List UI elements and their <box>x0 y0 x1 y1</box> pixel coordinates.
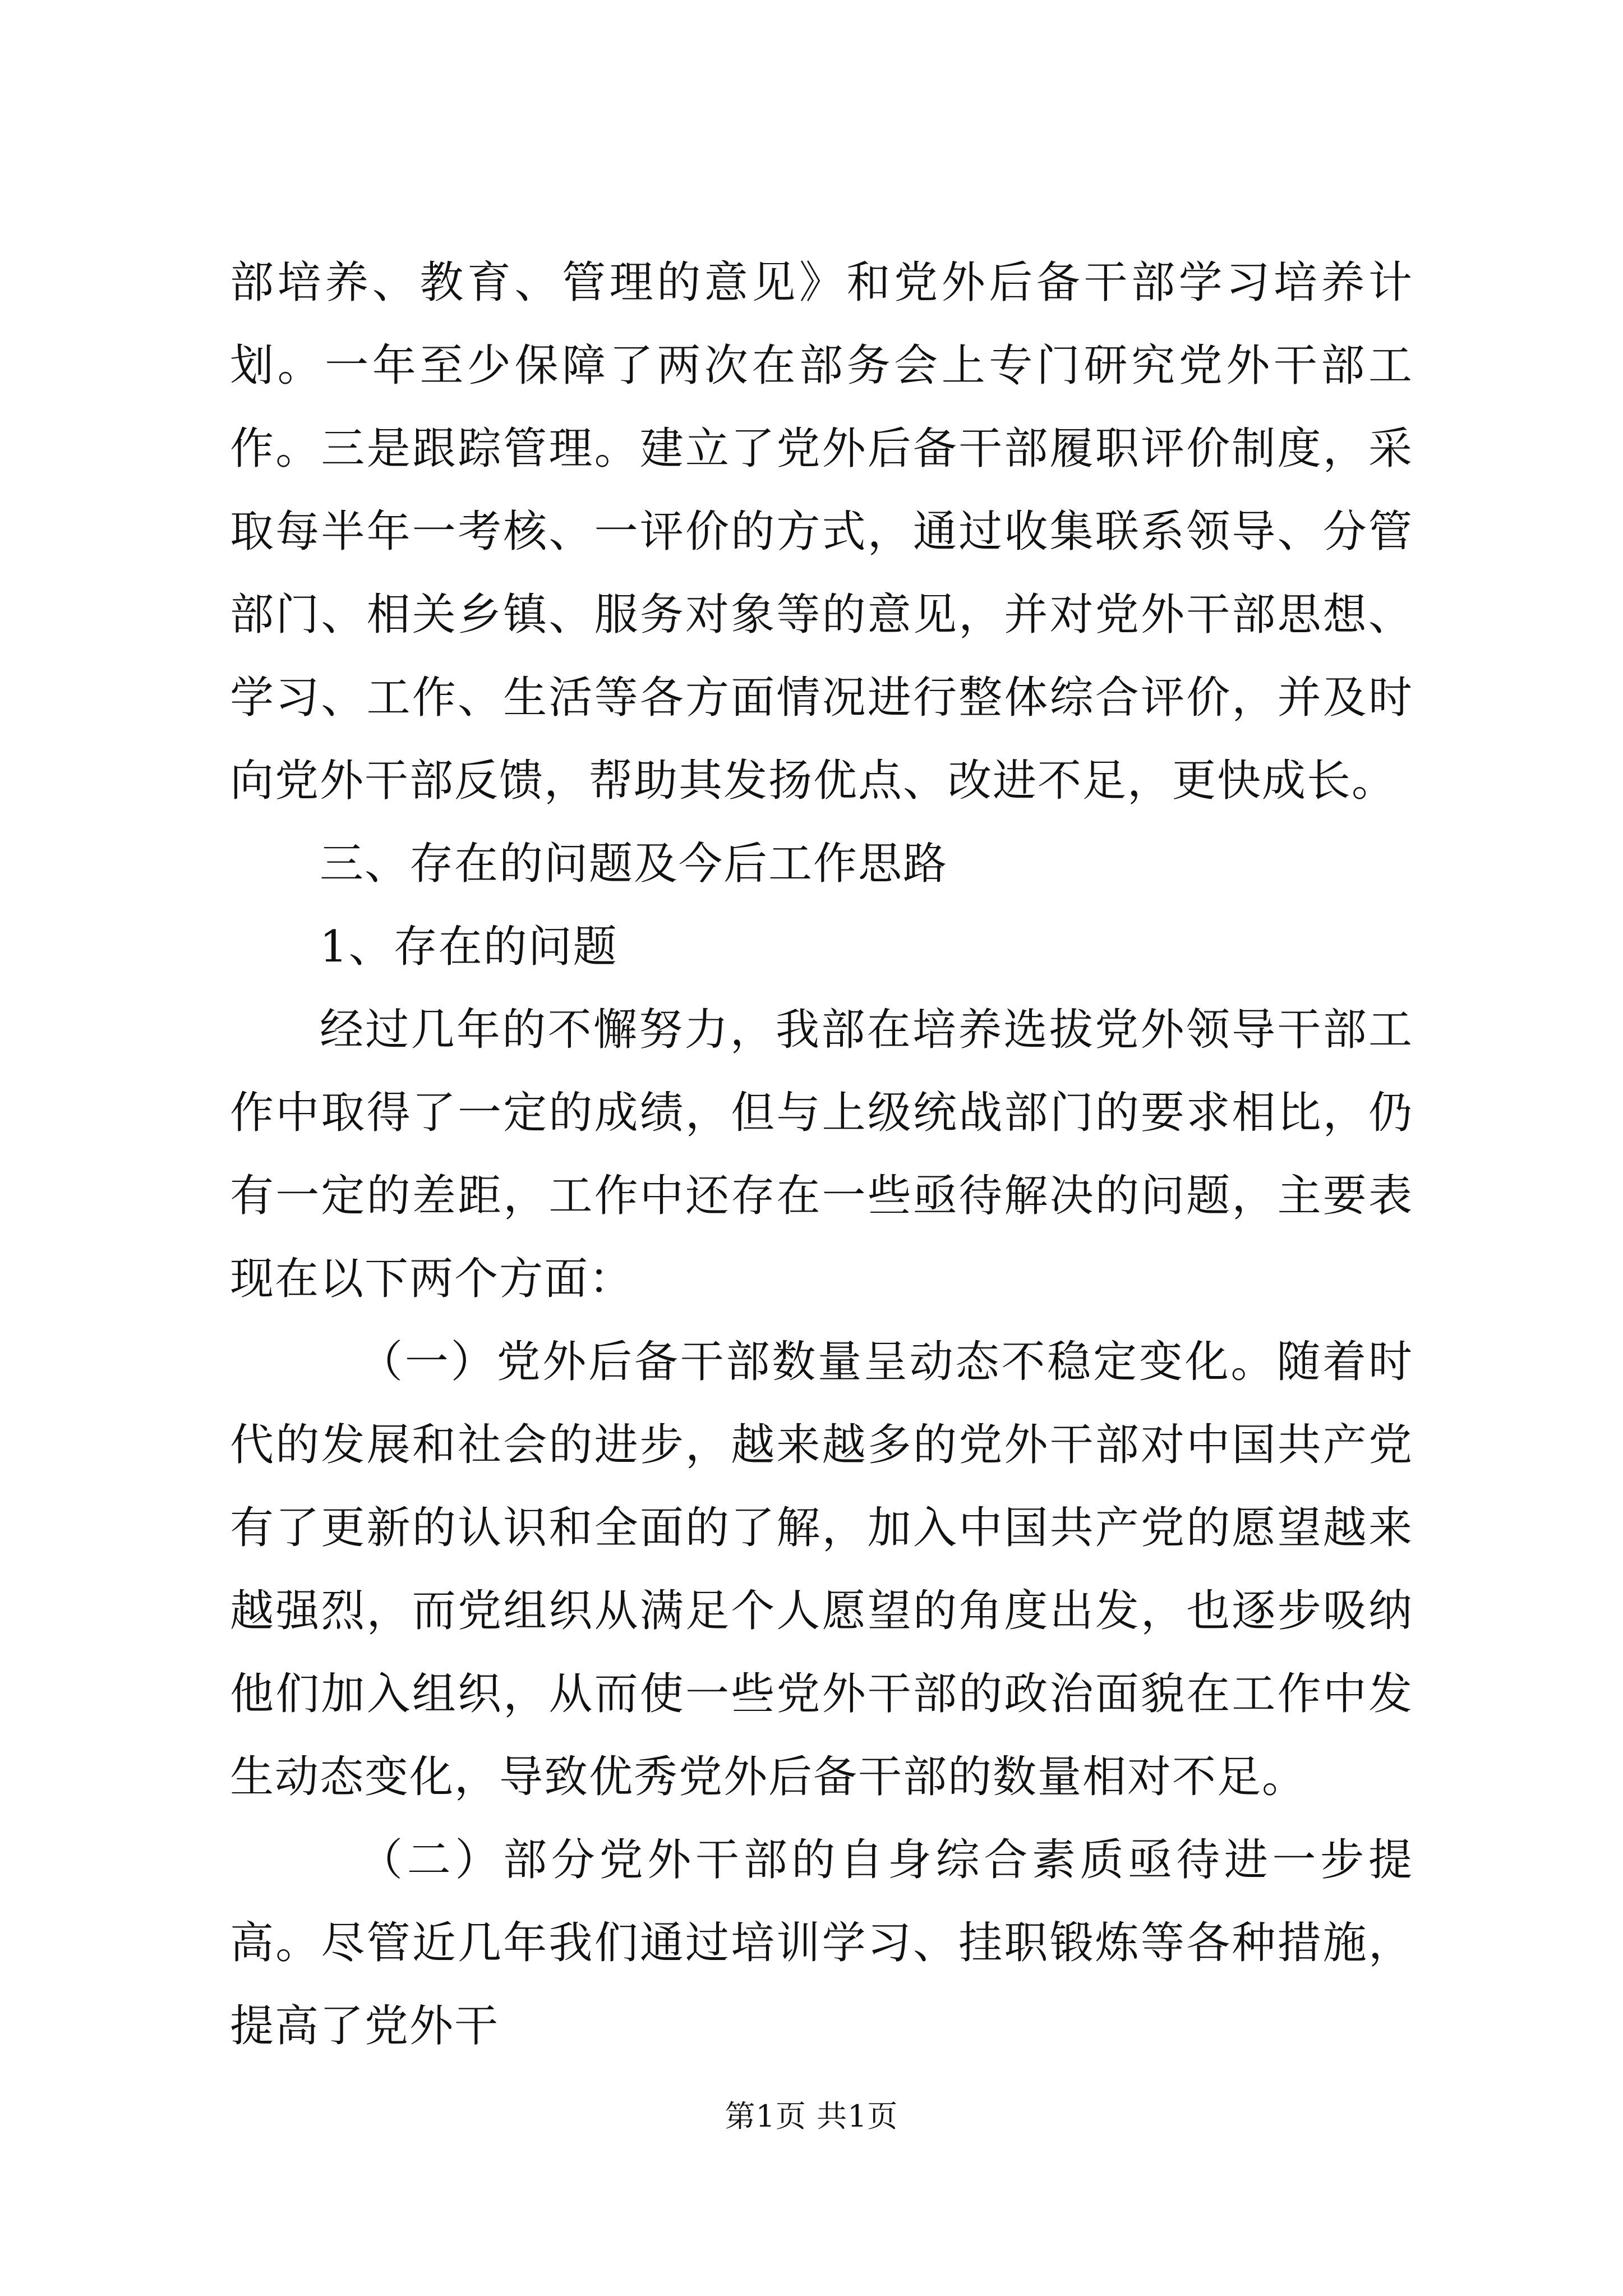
document-body <box>230 241 1413 2068</box>
paragraph-problem-one: （一）党外后备干部数量呈动态不稳定变化。随着时代的发展和社会的进步，越来越多的党外干部对中国共产党有了更新的认识和全面的了解，加入中国共产党的愿望越来越强烈，而党组织从满足个人愿望的角度出发，也逐步吸纳他们加入组织，从而使一些党外干部的政治面貌在工作中发生动态变化，导致优秀党外后备干部的数量相对不足。 <box>230 1337 1413 1802</box>
section-heading: 三、存在的问题及今后工作思路 <box>320 839 948 889</box>
paragraph-problems-intro: 经过几年的不懈努力，我部在培养选拔党外领导干部工作中取得了一定的成绩，但与上级统战部门的要求相比，仍有一定的差距，工作中还存在一些亟待解决的问题，主要表现在以下两个方面： <box>230 1005 1413 1304</box>
paragraph-continuation: 部培养、教育、管理的意见》和党外后备干部学习培养计划。一年至少保障了两次在部务会上专门研究党外干部工作。三是跟踪管理。建立了党外后备干部履职评价制度，采取每半年一考核、一评价的方式，通过收集联系领导、分管部门、相关乡镇、服务对象等的意见，并对党外干部思想、学习、工作、生活等各方面情况进行整体综合评价，并及时向党外干部反馈，帮助其发扬优点、改进不足，更快成长。 <box>230 257 1413 806</box>
page-footer: 第1页 共1页 <box>725 2099 898 2134</box>
subsection-heading: 1、存在的问题 <box>320 922 618 972</box>
paragraph-problem-two: （二）部分党外干部的自身综合素质亟待进一步提高。尽管近几年我们通过培训学习、挂职锻炼等各种措施，提高了党外干 <box>230 1835 1413 2051</box>
